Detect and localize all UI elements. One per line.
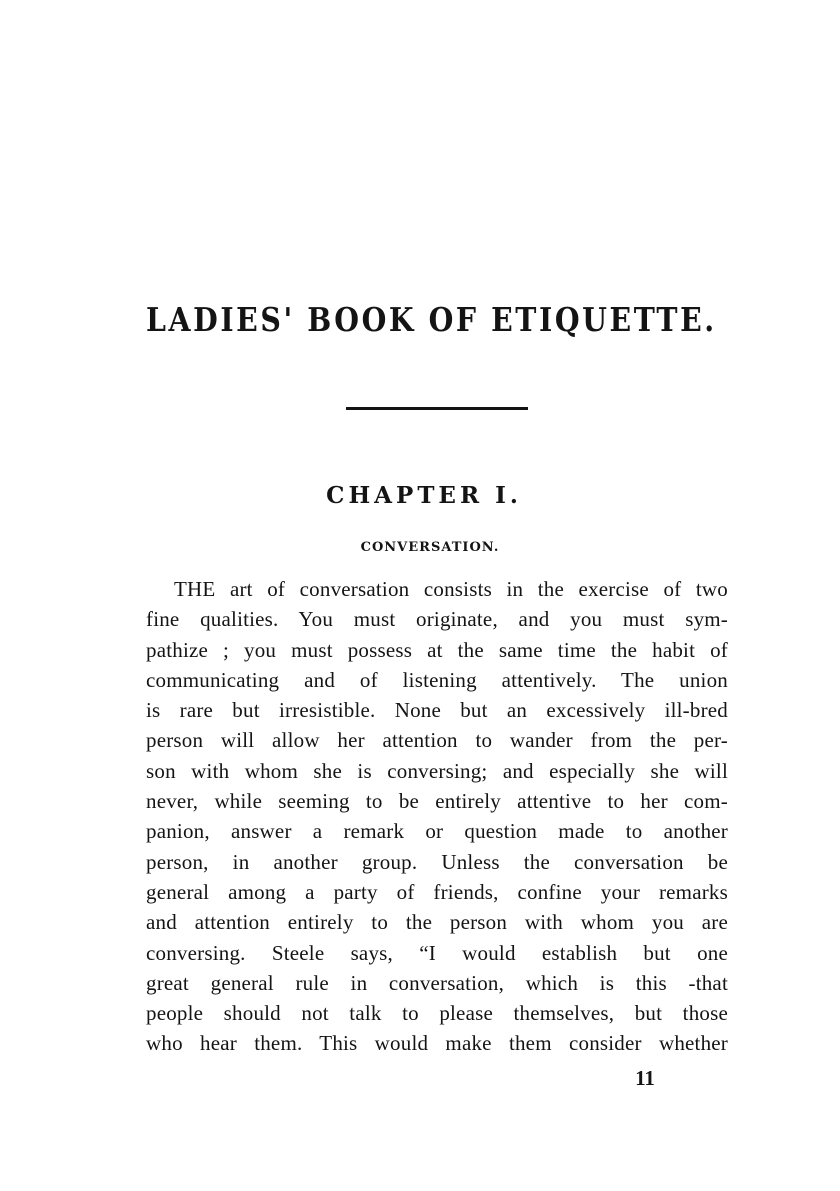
chapter-subtitle: CONVERSATION. — [360, 540, 500, 555]
body-paragraph — [146, 574, 728, 1059]
body-line: is rare but irresistible. None but an excessively ill-bred — [146, 698, 728, 723]
body-line: THE art of conversation consists in the exercise of two — [174, 577, 728, 601]
body-line: pathize ; you must possess at the same time the habit of — [146, 637, 728, 662]
body-line: conversing. Steele says, “I would establish but one — [146, 940, 728, 965]
body-line: general among a party of friends, confine your remarks — [146, 879, 728, 904]
body-line: panion, answer a remark or question made to another — [146, 819, 728, 844]
body-line: and attention entirely to the person with whom you are — [146, 910, 728, 935]
body-line: people should not talk to please themselves, but those — [146, 1001, 728, 1026]
chapter-heading — [0, 482, 840, 509]
book-title: LADIES' BOOK OF ETIQUETTE. — [146, 300, 717, 339]
body-line: person will allow her attention to wander from the per- — [146, 728, 728, 753]
body-line: who hear them. This would make them consider whether — [146, 1031, 728, 1056]
page-number: 11 — [635, 1066, 655, 1090]
body-line: person, in another group. Unless the conversation be — [146, 849, 728, 874]
body-line: son with whom she is conversing; and especially she will — [146, 758, 728, 783]
chapter-heading-text: CHAPTER I. — [326, 482, 522, 509]
body-line: great general rule in conversation, which is this -that — [146, 970, 728, 995]
body-line: communicating and of listening attentively. The union — [146, 667, 728, 692]
body-line: fine qualities. You must originate, and you must sym- — [146, 607, 728, 632]
body-line: never, while seeming to be entirely attentive to her com- — [146, 789, 728, 814]
title-divider-rule — [346, 407, 528, 410]
